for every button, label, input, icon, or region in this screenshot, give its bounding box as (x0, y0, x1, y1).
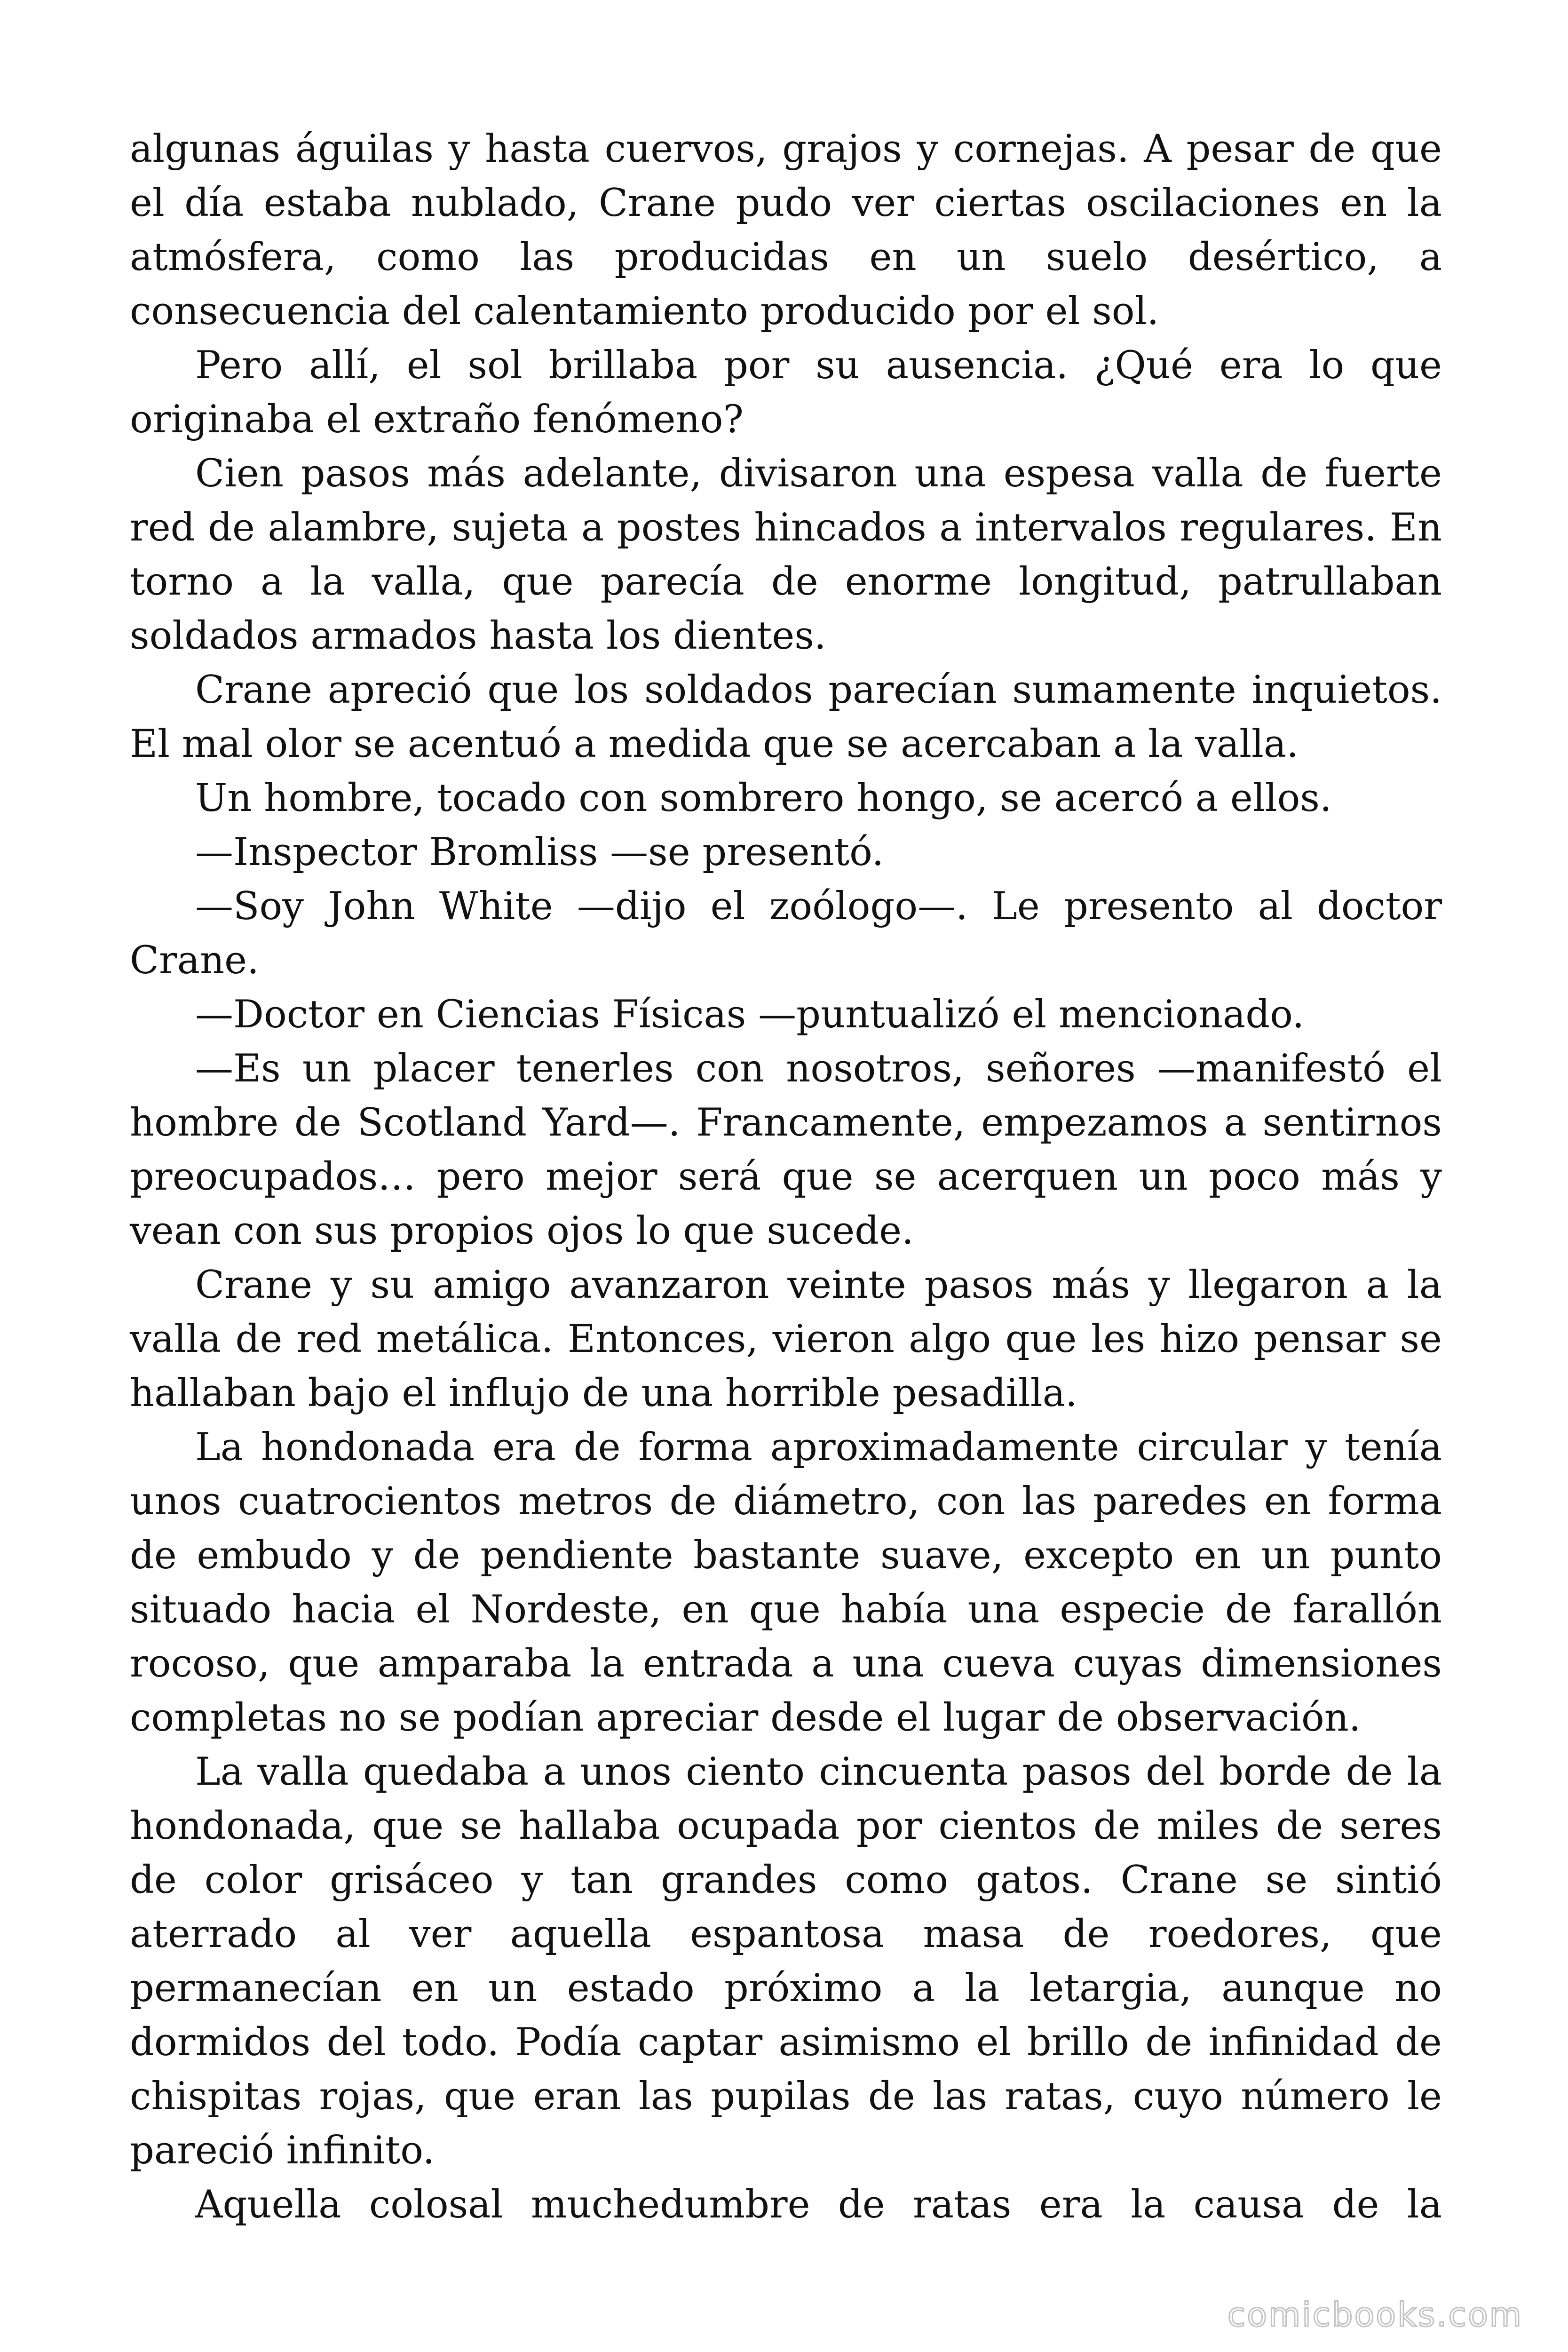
paragraph-13: Aquella colosal muchedumbre de ratas era la causa de la (195, 2183, 1442, 2227)
paragraph-11: La hondonada era de forma aproximadamente circular y tenía unos cuatrocientos metros de diámetro, con las paredes en forma de embudo y de pendiente bastante suave, excepto en un punto situado hacia el Nordeste, en que había una especie de farallón rocoso, que amparaba la entrada a una cueva cuyas dimensiones completas no se podían apreciar desde el lugar de observación. (130, 1425, 1442, 1740)
paragraph-3: Cien pasos más adelante, divisaron una espesa valla de fuerte red de alambre, sujeta a postes hincados a intervalos regulares. En torno a la valla, que parecía de enorme longitud, patrullaban soldados armados hasta los dientes. (130, 452, 1442, 658)
paragraph-9: —Es un placer tenerles con nosotros, señores —manifestó el hombre de Scotland Yard—. Francamente, empezamos a sentirnos preocupados… pero mejor será que se acerquen un poco más y vean con sus propios ojos lo que sucede. (130, 1047, 1442, 1253)
page-body (130, 122, 1442, 2232)
paragraph-2: Pero allí, el sol brillaba por su ausencia. ¿Qué era lo que originaba el extraño fenómeno? (130, 343, 1442, 442)
paragraph-4: Crane apreció que los soldados parecían sumamente inquietos. El mal olor se acentuó a medida que se acercaban a la valla. (130, 668, 1442, 766)
paragraph-1: algunas águilas y hasta cuervos, grajos y cornejas. A pesar de que el día estaba nublado, Crane pudo ver ciertas oscilaciones en la atmósfera, como las producidas en un suelo desértico, a consecuencia del calentamiento producido por el sol. (130, 127, 1442, 334)
paragraph-12: La valla quedaba a unos ciento cincuenta pasos del borde de la hondonada, que se hallaba ocupada por cientos de miles de seres de color grisáceo y tan grandes como gatos. Crane se sintió aterrado al ver aquella espantosa masa de roedores, que permanecían en un estado próximo a la letargia, aunque no dormidos del todo. Podía captar asimismo el brillo de infinidad de chispitas rojas, que eran las pupilas de las ratas, cuyo número le pareció infinito. (130, 1750, 1442, 2173)
paragraph-10: Crane y su amigo avanzaron veinte pasos más y llegaron a la valla de red metálica. Entonces, vieron algo que les hizo pensar se hallaban bajo el influjo de una horrible pesadilla. (130, 1263, 1442, 1415)
paragraph-5: Un hombre, tocado con sombrero hongo, se acercó a ellos. (195, 776, 1332, 820)
paragraph-8: —Doctor en Ciencias Físicas —puntualizó el mencionado. (195, 993, 1305, 1037)
paragraph-7: —Soy John White —dijo el zoólogo—. Le presento al doctor Crane. (130, 884, 1442, 983)
paragraph-6: —Inspector Bromliss —se presentó. (195, 830, 884, 874)
watermark: comicbooks.com (1227, 2296, 1523, 2334)
